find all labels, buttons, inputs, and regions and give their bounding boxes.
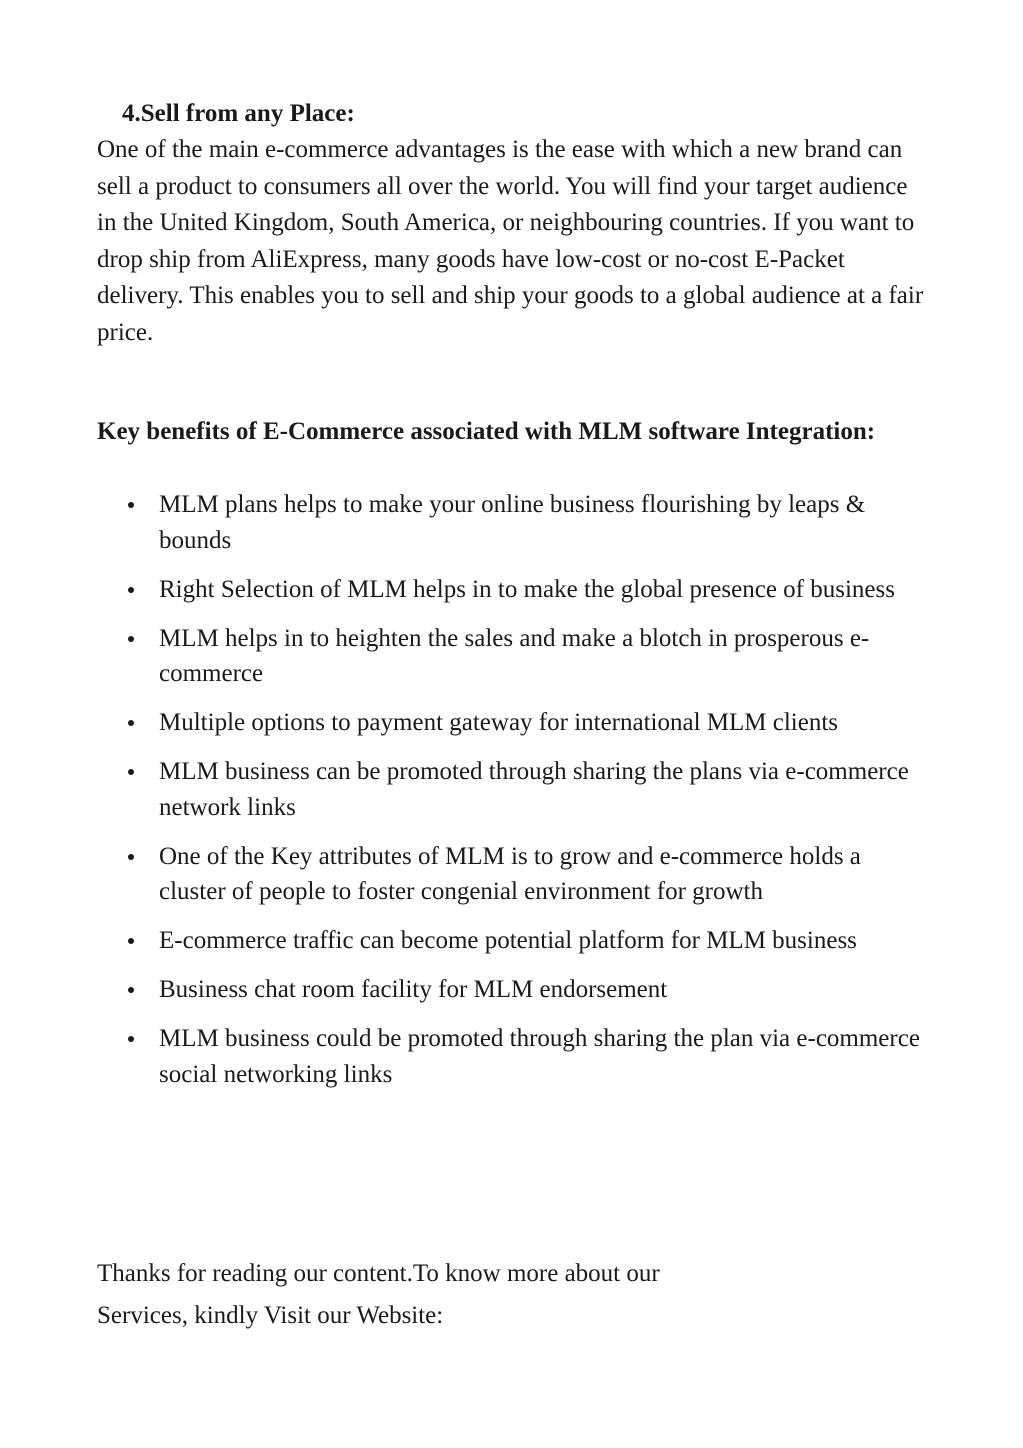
list-item-text: Right Selection of MLM helps in to make the global presence of business [159, 575, 895, 603]
bullet-icon [128, 636, 134, 642]
list-item-text: One of the Key attributes of MLM is to grow and e-commerce holds a cluster of people to foster congenial environment for growth [159, 842, 861, 905]
list-item [97, 972, 927, 1008]
list-item-text: MLM business could be promoted through sharing the plan via e-commerce social networking links [159, 1025, 920, 1088]
list-item [97, 572, 927, 608]
closing-line-2: Services, kindly Visit our Website: [97, 1302, 444, 1329]
bullet-icon [128, 502, 134, 508]
bullet-icon [128, 854, 134, 860]
list-item [97, 487, 927, 558]
bullet-icon [128, 587, 134, 593]
benefits-list [97, 487, 927, 1106]
bullet-icon [128, 1036, 134, 1042]
list-item [97, 923, 927, 959]
list-item [97, 754, 927, 825]
list-item-text: MLM plans helps to make your online business flourishing by leaps & bounds [159, 491, 866, 554]
list-item-text: MLM business can be promoted through sharing the plans via e-commerce network links [159, 758, 909, 821]
bullet-icon [128, 938, 134, 944]
list-item [97, 839, 927, 910]
list-item-text: Business chat room facility for MLM endorsement [159, 976, 668, 1003]
list-item-text: MLM helps in to heighten the sales and make a blotch in prosperous e-commerce [159, 624, 870, 687]
list-item [97, 1021, 927, 1092]
list-item-text: E-commerce traffic can become potential platform for MLM business [159, 927, 857, 954]
intro-paragraph: One of the main e-commerce advantages is the ease with which a new brand can sell a product to consumers all over the world. You will find your target audience in the United Kingdom, South America, or neighbouring countries. If you want to drop ship from AliExpress, many goods have low-cost or no-cost E-Packet delivery. This enables you to sell and ship your goods to a global audience at a fair price. [97, 136, 924, 346]
section-heading: 4.Sell from any Place: [122, 100, 355, 127]
bullet-icon [128, 769, 134, 775]
bullet-icon [128, 987, 134, 993]
closing-line-1: Thanks for reading our content.To know more about our [97, 1260, 660, 1287]
list-item [97, 621, 927, 692]
bullet-icon [128, 720, 134, 726]
list-item [97, 705, 927, 741]
list-item-text: Multiple options to payment gateway for international MLM clients [159, 709, 839, 736]
benefits-heading: Key benefits of E-Commerce associated with MLM software Integration: [97, 418, 876, 445]
